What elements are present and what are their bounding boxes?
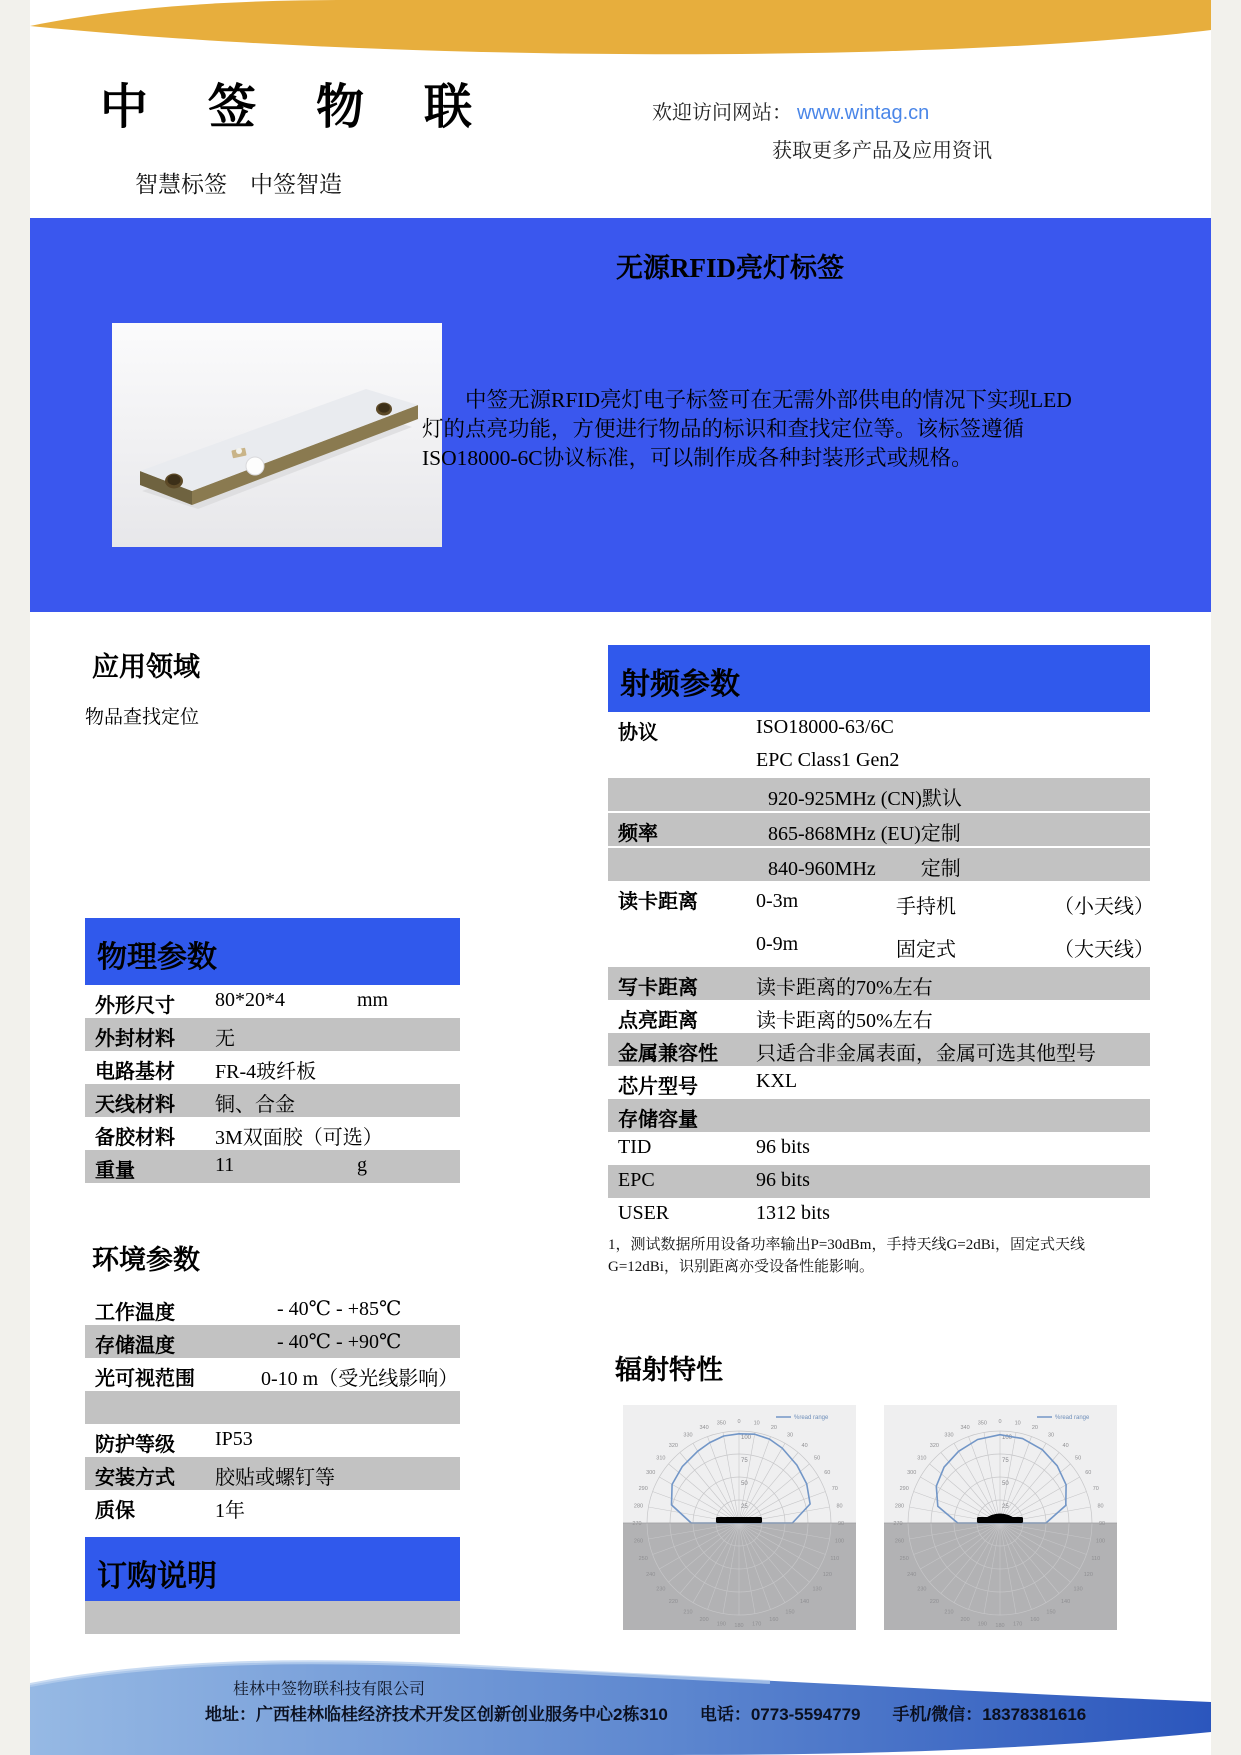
svg-text:280: 280 — [633, 1503, 644, 1510]
svg-text:270: 270 — [893, 1521, 903, 1527]
row-label: 天线材料 — [95, 1094, 175, 1116]
row-value: mm — [357, 989, 389, 1011]
table-row — [85, 1490, 460, 1523]
footer-contact-line — [205, 1700, 1118, 1725]
svg-text:280: 280 — [894, 1503, 905, 1510]
led-dot — [236, 448, 242, 454]
section-bar-rf: 射频参数 — [608, 645, 1150, 712]
row-label: 频率 — [618, 823, 658, 845]
row-label: 芯片型号 — [618, 1076, 698, 1098]
company-logo-text: 中 签 物 联 — [100, 81, 497, 134]
svg-text:270: 270 — [632, 1521, 642, 1527]
svg-text:25: 25 — [741, 1504, 748, 1510]
table-row — [85, 1084, 460, 1117]
svg-text:80: 80 — [836, 1503, 843, 1510]
row-value: 0-3m — [756, 890, 799, 912]
row-value: 865-868MHz (EU)定制 — [768, 823, 961, 845]
radiation-polar-chart-left — [623, 1405, 856, 1630]
footer-company-name: 桂林中签物联科技有限公司 — [233, 1681, 426, 1698]
table-row — [85, 1391, 460, 1424]
table-row — [85, 1424, 460, 1457]
svg-text:40: 40 — [1062, 1442, 1069, 1449]
svg-text:75: 75 — [741, 1458, 748, 1464]
svg-text:210: 210 — [683, 1609, 693, 1616]
row-label: 存储容量 — [618, 1109, 698, 1131]
table-row — [608, 745, 1150, 778]
svg-text:300: 300 — [907, 1470, 917, 1476]
row-label: EPC — [618, 1169, 655, 1191]
svg-text:320: 320 — [668, 1442, 678, 1449]
svg-text:340: 340 — [960, 1425, 970, 1432]
svg-text:60: 60 — [1085, 1470, 1092, 1476]
product-description: 中签无源RFID亮灯电子标签可在无需外部供电的情况下实现LED灯的点亮功能，方便进行物品的标识和查找定位等。该标签遵循ISO18000-6C协议标准，可以制作成各种封装形式或规格。 — [422, 388, 1072, 470]
table-row — [608, 1033, 1150, 1066]
row-label — [608, 778, 756, 811]
svg-text:300: 300 — [646, 1470, 656, 1476]
footer-phone: 电话：0773-5594779 — [699, 1705, 861, 1724]
row-label: USER — [618, 1202, 670, 1224]
svg-text:50: 50 — [741, 1481, 748, 1487]
svg-text:320: 320 — [929, 1442, 939, 1449]
row-label: TID — [618, 1136, 652, 1158]
svg-text:90: 90 — [1098, 1521, 1106, 1527]
company-tagline: 智慧标签 中签智造 — [135, 171, 342, 197]
table-row — [608, 1165, 1150, 1198]
svg-text:180: 180 — [995, 1623, 1005, 1629]
row-label: 存储温度 — [95, 1335, 175, 1357]
row-label — [608, 745, 756, 778]
table-row — [85, 1117, 460, 1150]
svg-text:10: 10 — [753, 1420, 760, 1427]
svg-text:150: 150 — [1046, 1609, 1056, 1616]
svg-text:70: 70 — [831, 1486, 838, 1493]
svg-text:20: 20 — [770, 1425, 777, 1432]
table-row — [85, 1325, 460, 1358]
footer-wave-band — [30, 1640, 1211, 1755]
mount-hole-left-inner — [168, 475, 181, 485]
row-value: 1312 bits — [756, 1202, 830, 1224]
radiation-polar-chart-right — [884, 1405, 1117, 1630]
row-value: 0-10 m（受光线影响） — [261, 1368, 459, 1390]
row-label: 外封材料 — [95, 1028, 175, 1050]
table-row — [608, 778, 1150, 813]
svg-text:50: 50 — [814, 1455, 821, 1462]
svg-text:110: 110 — [1091, 1555, 1101, 1562]
table-row — [85, 1150, 460, 1183]
top-banner-swoosh — [30, 0, 1211, 64]
svg-text:160: 160 — [769, 1616, 779, 1623]
svg-text:90: 90 — [837, 1521, 845, 1527]
environment-table — [85, 1292, 460, 1523]
row-label: 防护等级 — [95, 1434, 175, 1456]
row-value: KXL — [756, 1070, 798, 1092]
svg-text:180: 180 — [734, 1623, 744, 1629]
section-bar-physical: 物理参数 — [85, 918, 460, 985]
row-label: 读卡距离 — [618, 891, 698, 913]
row-value: （大天线） — [1054, 939, 1154, 961]
row-value: 铜、合金 — [215, 1094, 295, 1116]
visit-label: 欢迎访问网站： — [652, 102, 792, 124]
table-row — [608, 712, 1150, 745]
table-row — [85, 1018, 460, 1051]
svg-text:260: 260 — [894, 1538, 905, 1545]
footer-address: 地址：广西桂林临桂经济技术开发区创新创业服务中心2栋310 — [205, 1705, 668, 1724]
svg-text:100: 100 — [1002, 1435, 1013, 1441]
svg-text:200: 200 — [960, 1616, 970, 1623]
row-label: 工作温度 — [95, 1302, 175, 1324]
row-value: ISO18000-63/6C — [756, 716, 894, 738]
row-value: EPC Class1 Gen2 — [756, 749, 900, 771]
svg-text:170: 170 — [752, 1621, 762, 1628]
row-value: 读卡距离的50%左右 — [756, 1010, 933, 1032]
row-value: 读卡距离的70%左右 — [756, 977, 933, 999]
svg-text:100: 100 — [1095, 1538, 1106, 1545]
svg-text:25: 25 — [1002, 1504, 1009, 1510]
table-row — [85, 1292, 460, 1325]
svg-text:%read range: %read range — [794, 1415, 829, 1421]
website-subline: 获取更多产品及应用资讯 — [772, 140, 992, 162]
row-value: （小天线） — [1054, 896, 1154, 918]
svg-text:250: 250 — [899, 1555, 909, 1562]
row-label: 写卡距离 — [618, 977, 698, 999]
row-value: 840-960MHz 定制 — [768, 858, 961, 880]
row-value: 0-9m — [756, 933, 799, 955]
section-title-environment: 环境参数 — [92, 1245, 200, 1275]
row-label: 质保 — [95, 1500, 135, 1522]
table-row — [608, 1000, 1150, 1033]
table-row — [608, 881, 1154, 967]
svg-text:30: 30 — [1047, 1432, 1055, 1439]
website-line — [652, 96, 929, 125]
svg-text:50: 50 — [1075, 1455, 1082, 1462]
row-label: 点亮距离 — [618, 1010, 698, 1032]
svg-text:50: 50 — [1002, 1481, 1009, 1487]
website-link[interactable]: www.wintag.cn — [797, 102, 930, 124]
svg-text:240: 240 — [646, 1572, 656, 1578]
section-bar-order: 订购说明 — [85, 1537, 460, 1601]
svg-text:20: 20 — [1031, 1425, 1038, 1432]
row-label: 安装方式 — [95, 1467, 175, 1489]
svg-text:310: 310 — [917, 1455, 927, 1462]
svg-text:150: 150 — [785, 1609, 795, 1616]
svg-text:130: 130 — [1073, 1586, 1083, 1593]
row-value: 手持机 — [896, 896, 956, 918]
row-value: 胶贴或螺钉等 — [215, 1467, 335, 1489]
svg-text:120: 120 — [1083, 1572, 1093, 1578]
table-row — [608, 1198, 1150, 1231]
hero-section — [30, 218, 1211, 612]
svg-text:230: 230 — [917, 1586, 927, 1593]
svg-text:250: 250 — [638, 1555, 648, 1562]
svg-text:220: 220 — [929, 1599, 939, 1606]
svg-text:230: 230 — [656, 1586, 666, 1593]
glue-dome — [246, 457, 264, 475]
table-row — [85, 1457, 460, 1490]
section-title-application: 应用领域 — [92, 652, 200, 682]
row-label: 电路基材 — [95, 1061, 175, 1083]
svg-text:10: 10 — [1014, 1420, 1021, 1427]
svg-text:350: 350 — [977, 1420, 987, 1427]
row-value: FR-4玻纤板 — [215, 1061, 317, 1083]
table-row — [608, 813, 1150, 848]
table-row — [608, 1066, 1150, 1099]
svg-text:160: 160 — [1030, 1616, 1040, 1623]
svg-text:0: 0 — [998, 1419, 1002, 1425]
svg-text:80: 80 — [1097, 1503, 1104, 1510]
svg-text:130: 130 — [812, 1586, 822, 1593]
svg-text:120: 120 — [822, 1572, 832, 1578]
svg-text:330: 330 — [944, 1432, 954, 1439]
product-title: 无源RFID亮灯标签 — [616, 253, 844, 283]
svg-text:30: 30 — [786, 1432, 794, 1439]
row-label: 协议 — [618, 722, 658, 744]
application-text: 物品查找定位 — [85, 707, 200, 728]
row-value: - 40℃ - +85℃ — [277, 1298, 402, 1320]
svg-text:140: 140 — [1061, 1599, 1071, 1606]
svg-text:190: 190 — [977, 1621, 987, 1628]
svg-text:0: 0 — [737, 1419, 741, 1425]
row-value: 无 — [215, 1028, 235, 1050]
row-value: 3M双面胶（可选） — [215, 1127, 383, 1149]
row-value: 80*20*4 — [215, 989, 285, 1011]
row-label: 光可视范围 — [95, 1368, 195, 1390]
table-row — [85, 1358, 460, 1391]
row-value: 96 bits — [756, 1136, 810, 1158]
footer-mobile: 手机/微信：18378381616 — [892, 1705, 1087, 1724]
physical-table — [85, 985, 460, 1183]
row-value: g — [357, 1154, 367, 1176]
document-sheet — [30, 0, 1211, 1755]
svg-text:70: 70 — [1092, 1486, 1099, 1493]
table-row — [85, 1051, 460, 1084]
table-row — [85, 985, 460, 1018]
svg-text:170: 170 — [1013, 1621, 1023, 1628]
svg-text:140: 140 — [800, 1599, 810, 1606]
row-label: 金属兼容性 — [618, 1043, 718, 1065]
row-value: - 40℃ - +90℃ — [277, 1331, 402, 1353]
row-value: 1年 — [215, 1500, 245, 1522]
svg-text:220: 220 — [668, 1599, 678, 1606]
svg-text:310: 310 — [656, 1455, 666, 1462]
row-value: 固定式 — [896, 939, 956, 961]
svg-text:%read range: %read range — [1055, 1415, 1090, 1421]
row-value: 11 — [215, 1154, 235, 1176]
table-row — [608, 1132, 1150, 1165]
svg-text:210: 210 — [944, 1609, 954, 1616]
row-label — [608, 848, 756, 881]
rf-footnote: 1，测试数据所用设备功率输出P=30dBm，手持天线G=2dBi，固定式天线G=12dBi，识别距离亦受设备性能影响。 — [608, 1237, 1085, 1275]
row-label — [85, 1391, 215, 1424]
row-value: 只适合非金属表面，金属可选其他型号 — [756, 1043, 1096, 1065]
svg-text:340: 340 — [699, 1425, 709, 1432]
svg-text:110: 110 — [830, 1555, 840, 1562]
row-label: 备胶材料 — [95, 1127, 175, 1149]
svg-text:75: 75 — [1002, 1458, 1009, 1464]
mount-hole-right-inner — [378, 403, 390, 412]
row-value: 96 bits — [756, 1169, 810, 1191]
svg-text:350: 350 — [716, 1420, 726, 1427]
row-label: 外形尺寸 — [95, 995, 175, 1017]
table-row — [608, 967, 1150, 1000]
svg-text:290: 290 — [638, 1486, 648, 1493]
row-value: IP53 — [215, 1428, 253, 1450]
order-empty-row — [85, 1601, 460, 1634]
svg-text:100: 100 — [834, 1538, 845, 1545]
rf-table — [608, 712, 1154, 1231]
svg-text:290: 290 — [899, 1486, 909, 1493]
table-row — [608, 848, 1150, 881]
svg-text:100: 100 — [741, 1435, 752, 1441]
svg-text:60: 60 — [824, 1470, 831, 1476]
row-value: 920-925MHz (CN)默认 — [768, 788, 962, 810]
section-title-radiation: 辐射特性 — [615, 1355, 723, 1385]
row-label: 重量 — [95, 1160, 135, 1182]
svg-text:200: 200 — [699, 1616, 709, 1623]
svg-text:240: 240 — [907, 1572, 917, 1578]
product-photo — [112, 323, 442, 547]
svg-text:260: 260 — [633, 1538, 644, 1545]
table-row — [608, 1099, 1150, 1132]
svg-text:40: 40 — [801, 1442, 808, 1449]
svg-text:330: 330 — [683, 1432, 693, 1439]
svg-text:190: 190 — [716, 1621, 726, 1628]
